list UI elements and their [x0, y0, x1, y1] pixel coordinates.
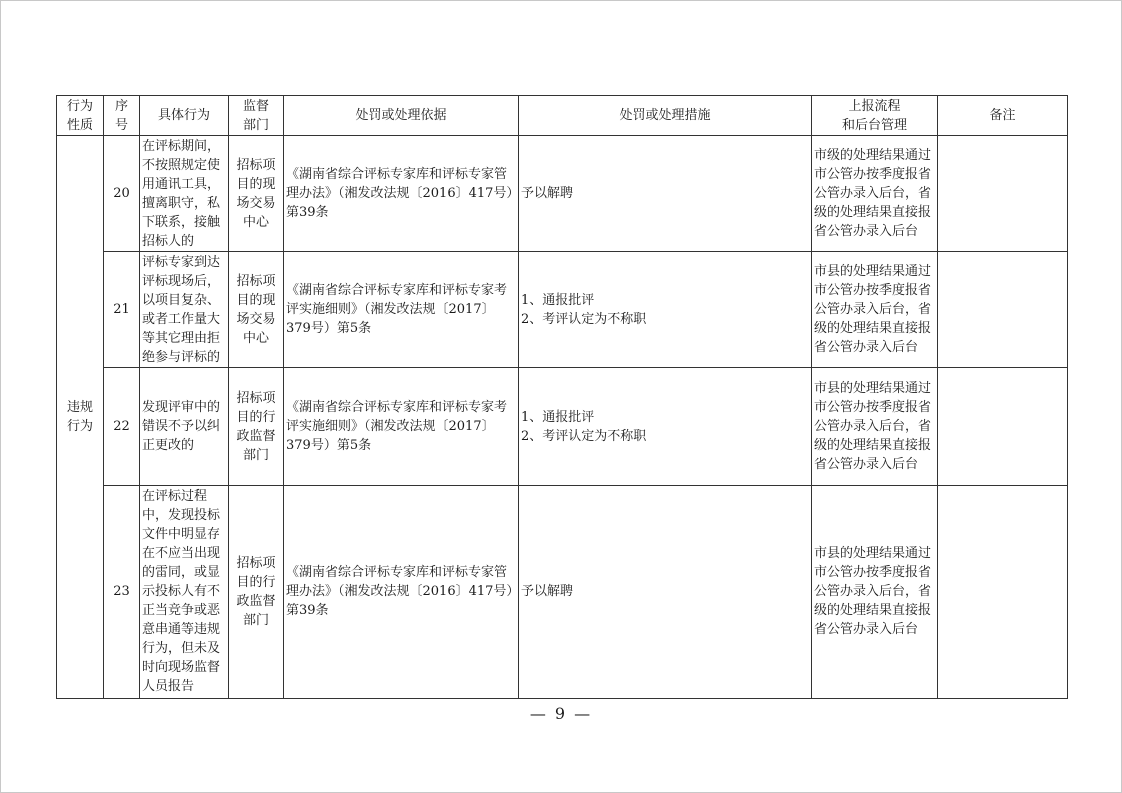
behavior-nature-cell	[57, 136, 104, 699]
penalty-table	[56, 95, 1068, 699]
remarks-cell	[938, 136, 1068, 252]
text-line: 序	[114, 98, 128, 114]
table-row	[57, 252, 1068, 368]
remarks-cell	[938, 485, 1068, 698]
table-row	[57, 368, 1068, 485]
behavior-cell: 评标专家到达评标现场后，以项目复杂、或者工作量大等其它理由拒绝参与评标的	[140, 252, 229, 368]
text-line: 2、考评认定为不称职	[521, 311, 647, 327]
text-line: 和后台管理	[841, 117, 907, 133]
dept-cell: 招标项目的现场交易中心	[229, 136, 284, 252]
text-line: 监督	[242, 98, 269, 114]
text-line: 上报流程	[848, 98, 901, 114]
header-dept	[229, 96, 284, 136]
header-row	[57, 96, 1068, 136]
report-cell: 市县的处理结果通过市公管办按季度报省公管办录入后台，省级的处理结果直接报省公管办录入后台	[812, 368, 938, 485]
dept-cell: 招标项目的现场交易中心	[229, 252, 284, 368]
text-line: 行为	[66, 419, 93, 434]
header-measures: 处罚或处理措施	[519, 96, 812, 136]
basis-cell: 《湖南省综合评标专家库和评标专家管理办法》（湘发改法规〔2016〕417号）第39条	[284, 485, 519, 698]
report-cell: 市县的处理结果通过市公管办按季度报省公管办录入后台，省级的处理结果直接报省公管办录入后台	[812, 485, 938, 698]
measures-cell	[519, 368, 812, 485]
seq-cell: 20	[104, 136, 140, 252]
text-line: 号	[114, 117, 128, 133]
header-behavior: 具体行为	[140, 96, 229, 136]
basis-cell: 《湖南省综合评标专家库和评标专家考评实施细则》（湘发改法规〔2017〕379号）第5条	[284, 252, 519, 368]
seq-cell: 22	[104, 368, 140, 485]
measures-cell	[519, 485, 812, 698]
text-line: 予以解聘	[521, 186, 574, 202]
text-line: 予以解聘	[521, 584, 574, 600]
dept-cell: 招标项目的行政监督部门	[229, 485, 284, 698]
header-report	[812, 96, 938, 136]
remarks-cell	[938, 368, 1068, 485]
basis-cell: 《湖南省综合评标专家库和评标专家考评实施细则》（湘发改法规〔2017〕379号）第5条	[284, 368, 519, 485]
measures-cell	[519, 252, 812, 368]
remarks-cell	[938, 252, 1068, 368]
measures-cell	[519, 136, 812, 252]
seq-cell: 21	[104, 252, 140, 368]
report-cell: 市级的处理结果通过市公管办按季度报省公管办录入后台，省级的处理结果直接报省公管办录入后台	[812, 136, 938, 252]
text-line: 部门	[242, 117, 269, 133]
header-remarks: 备注	[938, 96, 1068, 136]
page-number: — 9 —	[529, 704, 593, 723]
text-line: 1、通报批评	[521, 409, 595, 425]
header-seq	[104, 96, 140, 136]
table-row	[57, 485, 1068, 698]
header-nature	[57, 96, 104, 136]
dept-cell: 招标项目的行政监督部门	[229, 368, 284, 485]
behavior-cell: 在评标过程中，发现投标文件中明显存在不应当出现的雷同，或显示投标人有不正当竞争或恶意串通等违规行为，但未及时向现场监督人员报告	[140, 485, 229, 698]
report-cell: 市县的处理结果通过市公管办按季度报省公管办录入后台，省级的处理结果直接报省公管办录入后台	[812, 252, 938, 368]
behavior-cell: 发现评审中的错误不予以纠正更改的	[140, 368, 229, 485]
seq-cell: 23	[104, 485, 140, 698]
text-line: 违规	[66, 400, 93, 415]
text-line: 行为	[66, 98, 93, 114]
table-row	[57, 136, 1068, 252]
basis-cell: 《湖南省综合评标专家库和评标专家管理办法》（湘发改法规〔2016〕417号）第39条	[284, 136, 519, 252]
header-basis: 处罚或处理依据	[284, 96, 519, 136]
text-line: 性质	[66, 117, 93, 133]
text-line: 1、通报批评	[521, 292, 595, 308]
behavior-cell: 在评标期间，不按照规定使用通讯工具，擅离职守，私下联系，接触招标人的	[140, 136, 229, 252]
text-line: 2、考评认定为不称职	[521, 428, 647, 444]
